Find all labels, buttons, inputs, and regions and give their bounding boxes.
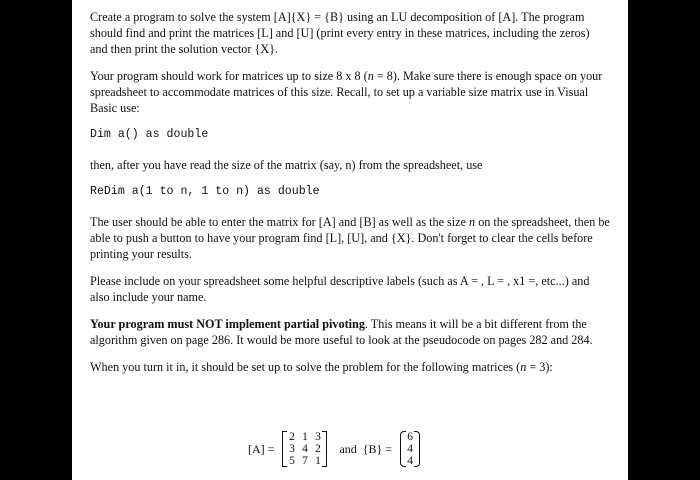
vector-b [400,431,420,467]
paragraph-labels: Please include on your spreadsheet some helpful descriptive labels (such as A = , L = , x1 =, etc...) and also include your name. [90,274,590,304]
vector-b-label: {B} = [362,441,393,456]
variable-n: n [469,215,476,229]
paragraph-user-input [90,214,610,262]
matrix-a-cell: 1 [315,455,321,467]
paragraph-user-input-text-b: on the spreadsheet, then be able to push a button to have your program find [L], [U], and {X}. Don't forget to clear the cells before printing your results. [90,215,610,261]
matrix-a-cell: 7 [302,455,308,467]
matrix-a-cell: 5 [289,455,295,467]
vector-b-cell: 4 [407,455,413,467]
matrix-a-cell: 1 [302,431,308,443]
matrix-a [282,431,327,467]
variable-n: n [367,69,374,83]
paragraph-pivoting [90,316,610,348]
matrix-a-cell: 3 [289,443,295,455]
document-body [90,9,610,386]
paragraph-redim-intro: then, after you have read the size of the matrix (say, n) from the spreadsheet, use [90,158,483,172]
and-label: and [339,441,357,456]
variable-n: n [520,360,527,374]
vector-b-cell: 4 [407,443,413,455]
paragraph-turn-in [90,359,610,375]
document-page [72,0,628,480]
matrix-a-cell: 4 [302,443,308,455]
pivoting-warning: Your program must NOT implement partial pivoting [90,317,365,331]
matrix-a-cell: 2 [315,443,321,455]
paragraph-size-text-b: = 8). Make sure there is enough space on your spreadsheet to accommodate matrices of this size. Recall, to set up a variable size matrix use in Visual Basic use: [90,69,603,115]
matrix-a-cell: 3 [315,431,321,443]
paragraph-task: Create a program to solve the system [A]{X} = {B} using an LU decomposition of [A]. The program should find and print the matrices [L] and [U] (print every entry in these matrices, including the zeros) and then print the solution vector {X}. [90,10,590,56]
matrix-equation [248,426,420,472]
paragraph-user-input-text-a: The user should be able to enter the matrix for [A] and [B] as well as the size [90,215,470,229]
matrix-a-cell: 2 [289,431,295,443]
paragraph-size [90,68,610,116]
paragraph-turn-in-text-a: When you turn it in, it should be set up to solve the problem for the following matrices ( [90,360,521,374]
code-redim: ReDim a(1 to n, 1 to n) as double [90,185,320,198]
matrix-a-label: [A] = [248,441,275,456]
pivoting-detail: . This means it will be a bit different from the algorithm given on page 286. It would be more useful to look at the pseudocode on pages 282 and 284. [90,317,593,347]
code-dim: Dim a() as double [90,128,209,141]
paragraph-size-text-a: Your program should work for matrices up to size 8 x 8 ( [90,69,368,83]
paragraph-turn-in-text-b: = 3): [526,360,553,374]
vector-b-cell: 6 [407,431,413,443]
